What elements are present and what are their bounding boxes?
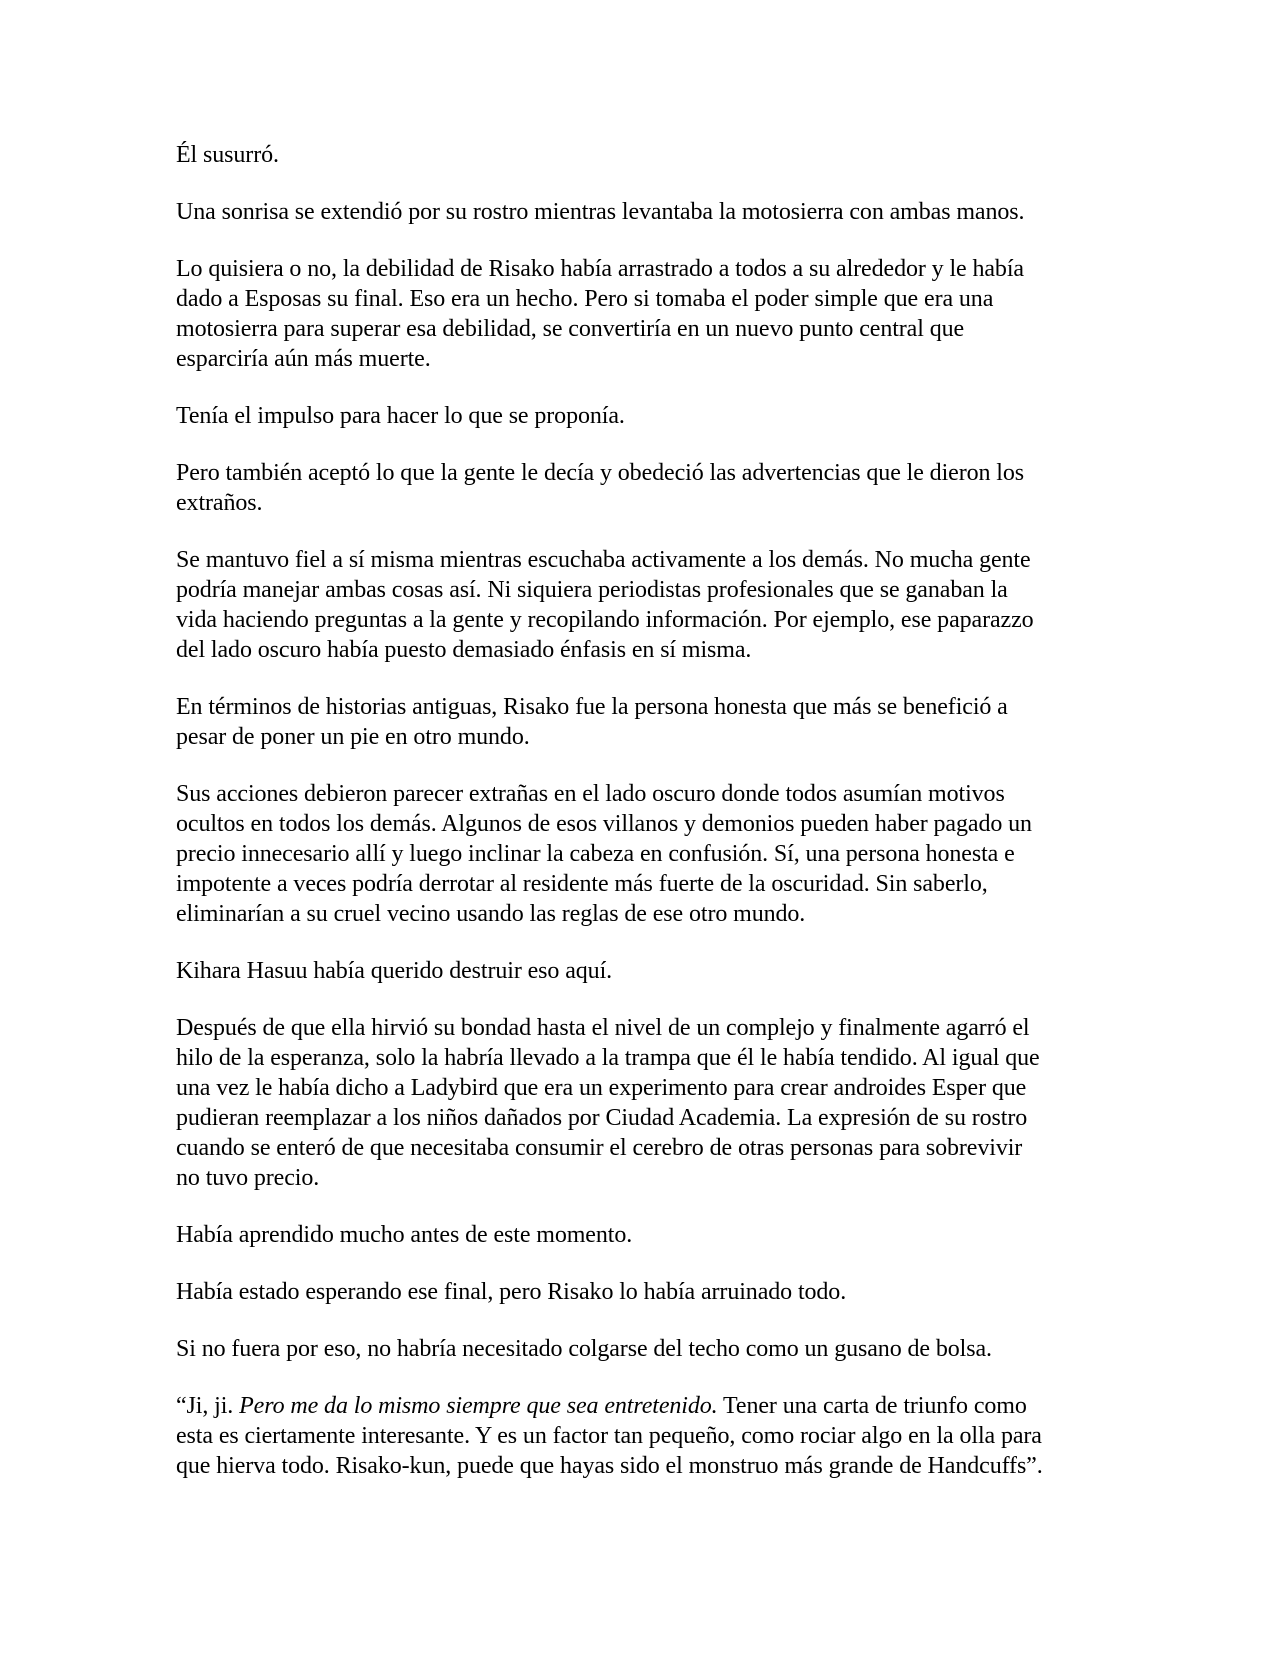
text-line xyxy=(176,1133,1116,1163)
text-line xyxy=(176,458,1116,488)
text-line xyxy=(176,254,1116,284)
paragraph xyxy=(176,254,1116,374)
text-run: En términos de historias antiguas, Risako fue la persona honesta que más se benefició a xyxy=(176,694,1008,720)
text-run: pesar de poner un pie en otro mundo. xyxy=(176,724,530,750)
text-line xyxy=(176,1277,1116,1307)
paragraph xyxy=(176,458,1116,518)
text-line xyxy=(176,1103,1116,1133)
text-line xyxy=(176,869,1116,899)
text-run: motosierra para superar esa debilidad, se convertiría en un nuevo punto central que xyxy=(176,316,965,342)
text-run: Había aprendido mucho antes de este momento. xyxy=(176,1222,633,1248)
text-line xyxy=(176,605,1116,635)
text-line xyxy=(176,344,1116,374)
paragraph xyxy=(176,692,1116,752)
document-text-body xyxy=(176,140,1116,1508)
text-line xyxy=(176,1451,1116,1481)
text-run: esparciría aún más muerte. xyxy=(176,346,431,372)
text-line xyxy=(176,1073,1116,1103)
paragraph xyxy=(176,1277,1116,1307)
paragraph xyxy=(176,956,1116,986)
text-run: no tuvo precio. xyxy=(176,1165,320,1191)
text-line xyxy=(176,1421,1116,1451)
text-line xyxy=(176,314,1116,344)
text-line xyxy=(176,692,1116,722)
text-run: una vez le había dicho a Ladybird que era un experimento para crear androides Esper que xyxy=(176,1075,1027,1101)
text-run: Él susurró. xyxy=(176,142,279,168)
text-line xyxy=(176,779,1116,809)
italic-text-run: Pero me da lo mismo siempre que sea entretenido. xyxy=(239,1393,718,1419)
paragraph xyxy=(176,545,1116,665)
text-run: precio innecesario allí y luego inclinar la cabeza en confusión. Sí, una persona honesta e xyxy=(176,841,1015,867)
text-line xyxy=(176,1043,1116,1073)
text-line xyxy=(176,488,1116,518)
text-run: Una sonrisa se extendió por su rostro mientras levantaba la motosierra con ambas manos. xyxy=(176,199,1025,225)
text-run: dado a Esposas su final. Eso era un hecho. Pero si tomaba el poder simple que era una xyxy=(176,286,994,312)
text-line xyxy=(176,1220,1116,1250)
text-line xyxy=(176,1391,1116,1421)
text-line xyxy=(176,545,1116,575)
text-run: Kihara Hasuu había querido destruir eso aquí. xyxy=(176,958,613,984)
text-run: Pero también aceptó lo que la gente le decía y obedeció las advertencias que le dieron los xyxy=(176,460,1024,486)
text-run: eliminarían a su cruel vecino usando las reglas de ese otro mundo. xyxy=(176,901,806,927)
text-line xyxy=(176,635,1116,665)
text-line xyxy=(176,839,1116,869)
text-run: cuando se enteró de que necesitaba consumir el cerebro de otras personas para sobrevivir xyxy=(176,1135,1023,1161)
text-line xyxy=(176,284,1116,314)
text-run: Había estado esperando ese final, pero Risako lo había arruinado todo. xyxy=(176,1279,847,1305)
paragraph xyxy=(176,140,1116,170)
text-run: del lado oscuro había puesto demasiado énfasis en sí misma. xyxy=(176,637,752,663)
text-line xyxy=(176,1334,1116,1364)
text-run: Sus acciones debieron parecer extrañas en el lado oscuro donde todos asumían motivos xyxy=(176,781,1005,807)
text-line xyxy=(176,197,1116,227)
text-run: ocultos en todos los demás. Algunos de esos villanos y demonios pueden haber pagado un xyxy=(176,811,1032,837)
text-run: extraños. xyxy=(176,490,263,516)
text-line xyxy=(176,401,1116,431)
text-run: que hierva todo. Risako-kun, puede que hayas sido el monstruo más grande de Handcuffs”. xyxy=(176,1453,1043,1479)
paragraph xyxy=(176,1334,1116,1364)
text-line xyxy=(176,722,1116,752)
text-line xyxy=(176,140,1116,170)
paragraph xyxy=(176,1391,1116,1481)
text-run: Tenía el impulso para hacer lo que se proponía. xyxy=(176,403,625,429)
text-line xyxy=(176,1013,1116,1043)
text-line xyxy=(176,575,1116,605)
text-line xyxy=(176,956,1116,986)
text-run: impotente a veces podría derrotar al residente más fuerte de la oscuridad. Sin saberlo, xyxy=(176,871,988,897)
text-run: podría manejar ambas cosas así. Ni siquiera periodistas profesionales que se ganaban la xyxy=(176,577,1008,603)
paragraph xyxy=(176,1220,1116,1250)
text-run: pudieran reemplazar a los niños dañados por Ciudad Academia. La expresión de su rostro xyxy=(176,1105,1028,1131)
text-line xyxy=(176,809,1116,839)
text-run: vida haciendo preguntas a la gente y recopilando información. Por ejemplo, ese paparazzo xyxy=(176,607,1034,633)
text-run: esta es ciertamente interesante. Y es un factor tan pequeño, como rociar algo en la olla para xyxy=(176,1423,1042,1449)
paragraph xyxy=(176,401,1116,431)
paragraph xyxy=(176,197,1116,227)
text-line xyxy=(176,1163,1116,1193)
text-line xyxy=(176,899,1116,929)
paragraph xyxy=(176,779,1116,929)
paragraph xyxy=(176,1013,1116,1193)
text-run: Después de que ella hirvió su bondad hasta el nivel de un complejo y finalmente agarró el xyxy=(176,1015,1030,1041)
text-run: Tener una carta de triunfo como xyxy=(717,1393,1027,1419)
text-run: Se mantuvo fiel a sí misma mientras escuchaba activamente a los demás. No mucha gente xyxy=(176,547,1031,573)
text-run: Si no fuera por eso, no habría necesitado colgarse del techo como un gusano de bolsa. xyxy=(176,1336,992,1362)
text-run: Lo quisiera o no, la debilidad de Risako había arrastrado a todos a su alrededor y le había xyxy=(176,256,1024,282)
text-run: hilo de la esperanza, solo la habría llevado a la trampa que él le había tendido. Al igual que xyxy=(176,1045,1040,1071)
text-run: “Ji, ji. xyxy=(176,1393,240,1419)
